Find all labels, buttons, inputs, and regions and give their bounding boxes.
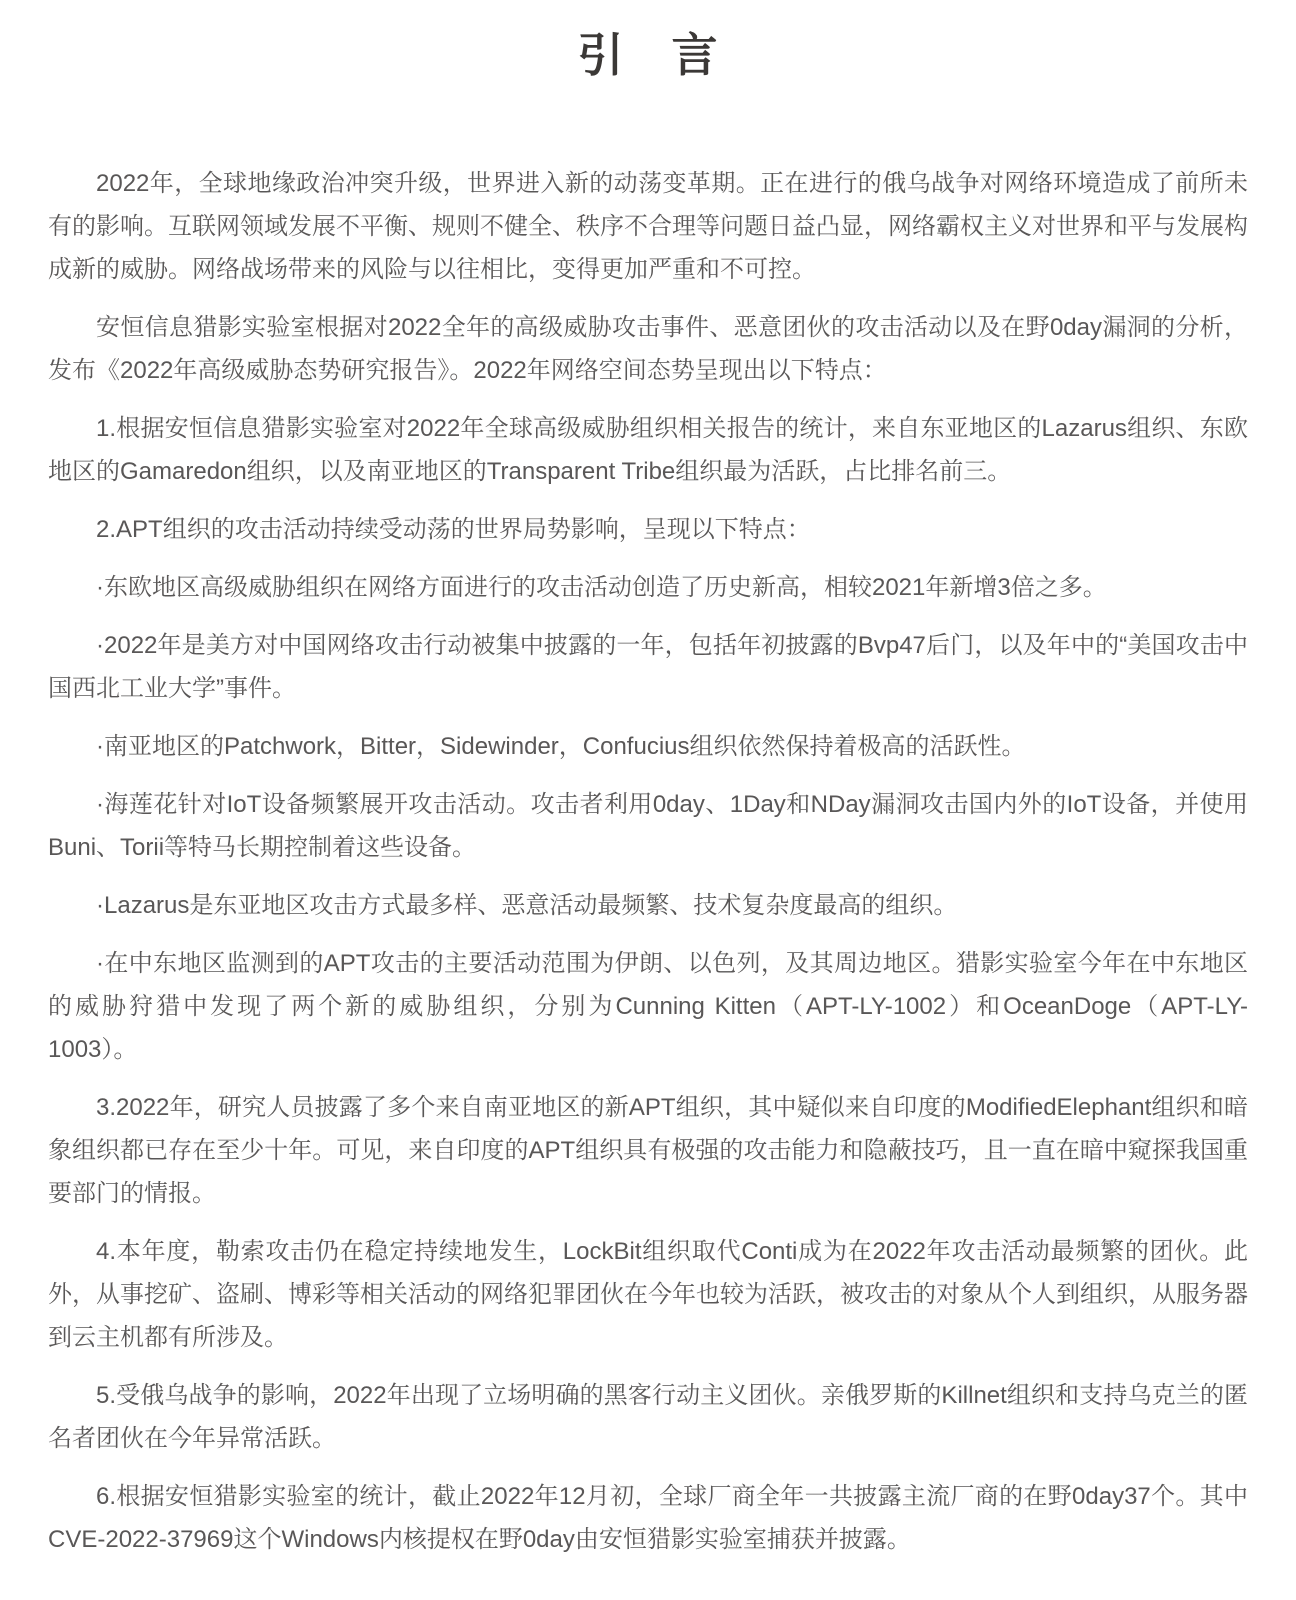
paragraph: 2.APT组织的攻击活动持续受动荡的世界局势影响，呈现以下特点：	[96, 516, 811, 543]
paragraph: ·2022年是美方对中国网络攻击行动被集中披露的一年，包括年初披露的Bvp47后门，以及年中的“美国攻击中国西北工业大学”事件。	[48, 632, 1248, 702]
paragraph: ·南亚地区的Patchwork，Bitter，Sidewinder，Confucius组织依然保持着极高的活跃性。	[96, 733, 1026, 760]
paragraph: 安恒信息猎影实验室根据对2022全年的高级威胁攻击事件、恶意团伙的攻击活动以及在野0day漏洞的分析，发布《2022年高级威胁态势研究报告》。2022年网络空间态势呈现出以下特点：	[48, 314, 1248, 384]
paragraph: 2022年，全球地缘政治冲突升级，世界进入新的动荡变革期。正在进行的俄乌战争对网络环境造成了前所未有的影响。互联网领域发展不平衡、规则不健全、秩序不合理等问题日益凸显，网络霸权主义对世界和平与发展构成新的威胁。网络战场带来的风险与以往相比，变得更加严重和不可控。	[48, 170, 1248, 283]
page-title: 引 言	[577, 29, 719, 81]
paragraph: 4.本年度，勒索攻击仍在稳定持续地发生，LockBit组织取代Conti成为在2022年攻击活动最频繁的团伙。此外，从事挖矿、盗刷、博彩等相关活动的网络犯罪团伙在今年也较为活跃，被攻击的对象从个人到组织，从服务器到云主机都有所涉及。	[48, 1238, 1248, 1351]
paragraph: ·Lazarus是东亚地区攻击方式最多样、恶意活动最频繁、技术复杂度最高的组织。	[96, 892, 958, 919]
paragraph: 6.根据安恒猎影实验室的统计，截止2022年12月初，全球厂商全年一共披露主流厂商的在野0day37个。其中CVE-2022-37969这个Windows内核提权在野0day由安恒猎影实验室捕获并披露。	[48, 1483, 1248, 1553]
paragraph: ·海莲花针对IoT设备频繁展开攻击活动。攻击者利用0day、1Day和NDay漏洞攻击国内外的IoT设备，并使用Buni、Torii等特马长期控制着这些设备。	[48, 791, 1248, 861]
paragraph: ·东欧地区高级威胁组织在网络方面进行的攻击活动创造了历史新高，相较2021年新增3倍之多。	[96, 574, 1107, 601]
intro-paragraphs	[48, 162, 1248, 1561]
paragraph: ·在中东地区监测到的APT攻击的主要活动范围为伊朗、以色列，及其周边地区。猎影实验室今年在中东地区的威胁狩猎中发现了两个新的威胁组织，分别为Cunning Kitten（APT-LY-1002）和OceanDoge（APT-LY-1003）。	[48, 950, 1248, 1063]
paragraph: 1.根据安恒信息猎影实验室对2022年全球高级威胁组织相关报告的统计，来自东亚地区的Lazarus组织、东欧地区的Gamaredon组织，以及南亚地区的Transparent Tribe组织最为活跃，占比排名前三。	[48, 415, 1248, 485]
paragraph: 5.受俄乌战争的影响，2022年出现了立场明确的黑客行动主义团伙。亲俄罗斯的Killnet组织和支持乌克兰的匿名者团伙在今年异常活跃。	[48, 1382, 1248, 1452]
paragraph: 3.2022年，研究人员披露了多个来自南亚地区的新APT组织，其中疑似来自印度的ModifiedElephant组织和暗象组织都已存在至少十年。可见，来自印度的APT组织具有极强的攻击能力和隐蔽技巧，且一直在暗中窥探我国重要部门的情报。	[48, 1094, 1248, 1207]
